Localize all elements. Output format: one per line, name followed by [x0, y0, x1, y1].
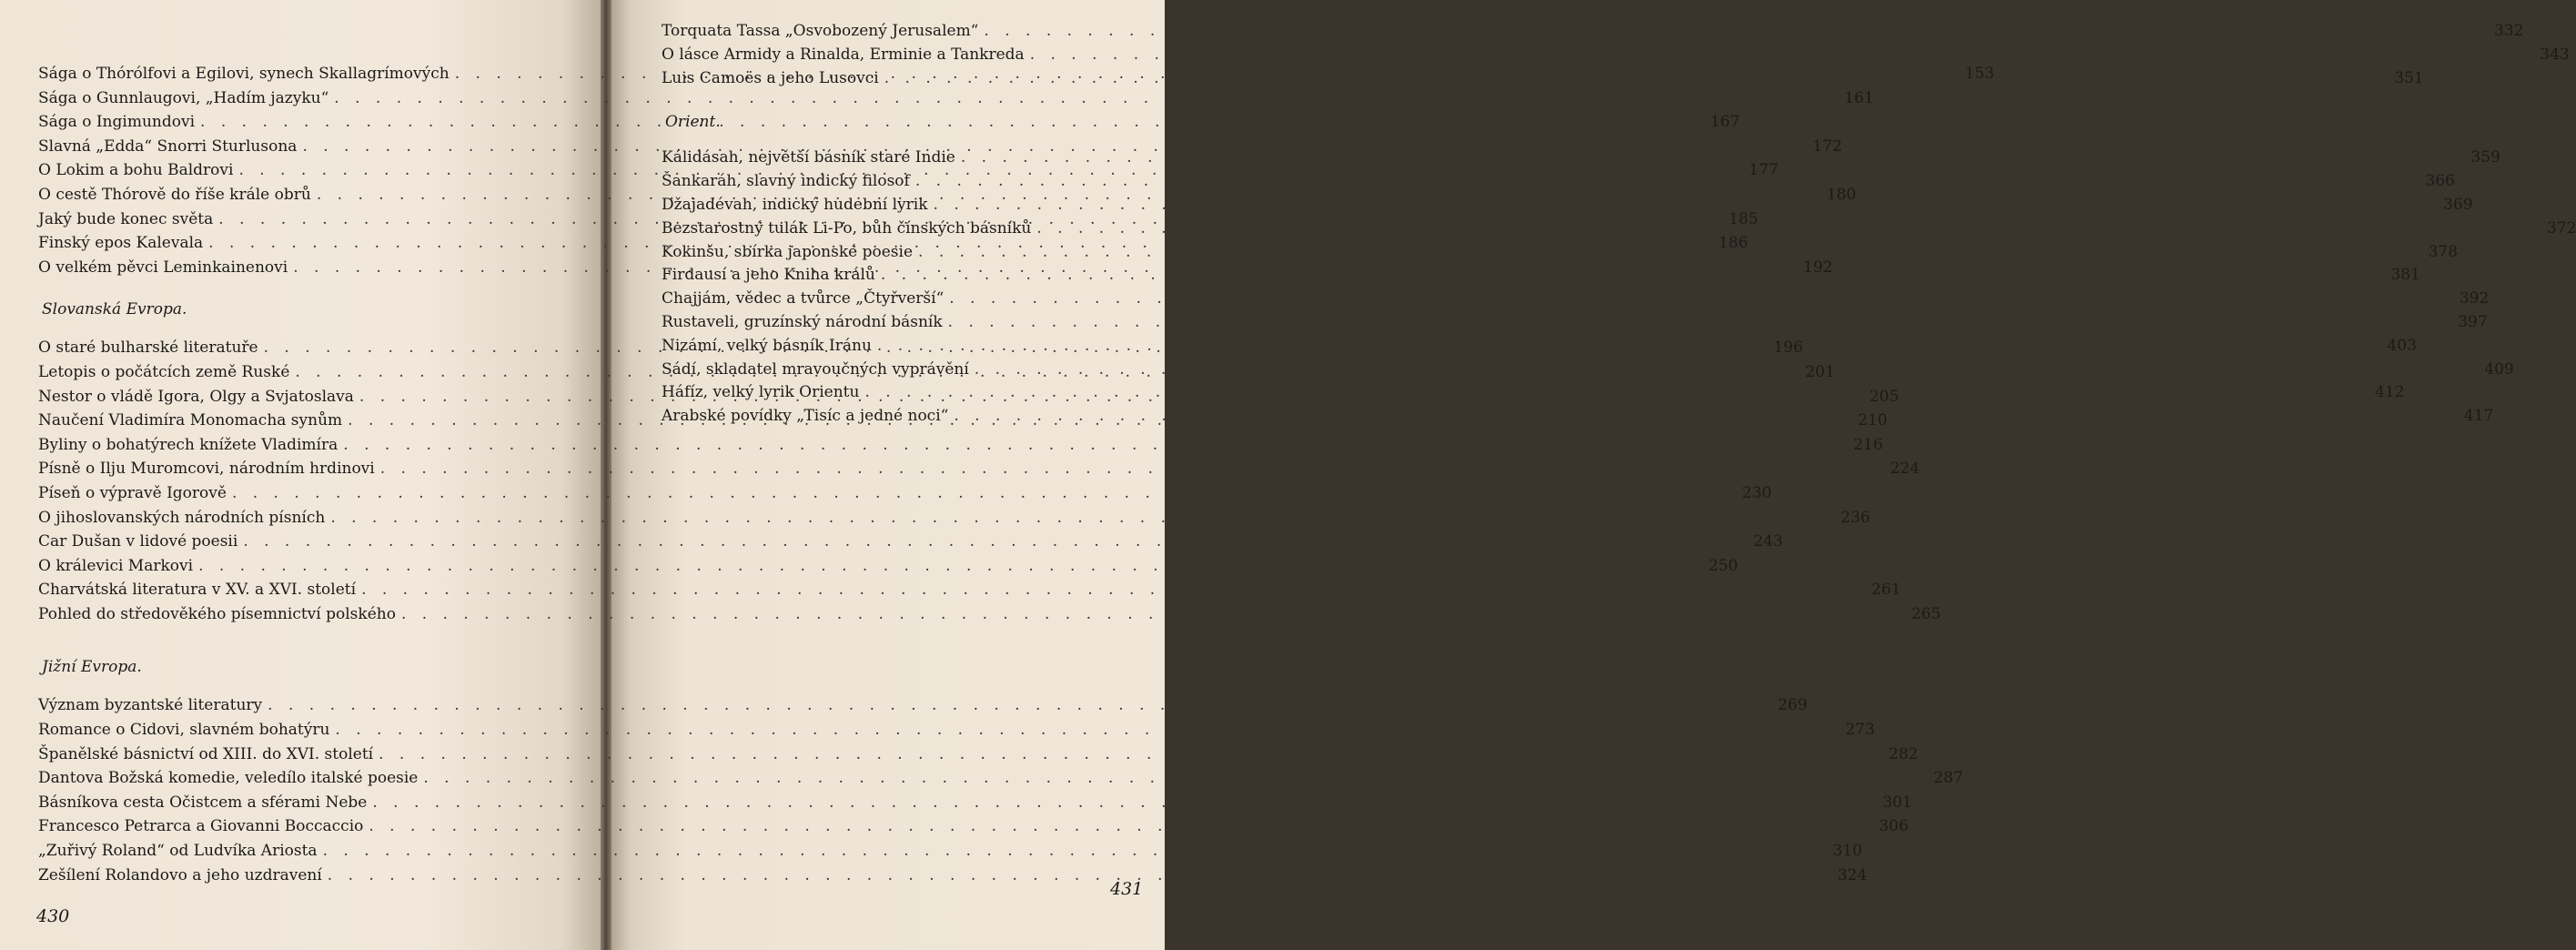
toc-entry-title: Sága o Thórólfovi a Egilovi, synech Skallagrímových	[38, 65, 450, 83]
dot-leader	[423, 766, 1928, 791]
toc-entry-title: Torquata Tassa „Osvobozený Jerusalem“	[662, 22, 979, 40]
toc-entry-page: 161	[1844, 88, 1874, 107]
toc-entry-title: Arabské povídky „Tisíc a jedné noci“	[662, 407, 949, 426]
toc-entry-page: 250	[1708, 556, 1739, 575]
toc-entry-page: 185	[1728, 209, 1759, 228]
toc-entry-page: 167	[1710, 113, 1741, 132]
toc-entry-title: O Lokim a bohu Baldrovi	[38, 161, 234, 180]
toc-entry-title: Naučení Vladimíra Monomacha synům	[38, 411, 343, 430]
toc-entry	[38, 554, 1739, 579]
section-entries	[38, 693, 1964, 887]
toc-entry-title: Sádí, skladatel mravoučných vyprávění	[662, 359, 969, 379]
toc-entry	[38, 693, 1808, 718]
toc-entry-page: 153	[1965, 65, 1995, 83]
page-number-left: 430	[36, 906, 70, 926]
toc-entry-title: Jaký bude konec světa	[38, 209, 214, 228]
toc-entry	[38, 86, 1874, 111]
toc-entry-page: 306	[1878, 817, 1909, 836]
toc-entry-title: Francesco Petrarca a Giovanni Boccaccio	[38, 817, 364, 836]
toc-entry-title: O velkém pěvci Leminkainenovi	[38, 258, 288, 277]
toc-entry	[38, 864, 1867, 888]
toc-entry-title: O jihoslovanských národních písních	[38, 508, 326, 527]
dot-leader	[877, 335, 2382, 359]
toc-entry-title: O cestě Thórově do říše krále obrů	[38, 185, 311, 204]
dot-leader	[961, 147, 2466, 170]
toc-entry	[662, 311, 2488, 335]
dot-leader	[335, 718, 1840, 743]
dot-leader	[934, 194, 2439, 217]
toc-entry	[38, 457, 1920, 481]
toc-entry-page: 332	[2493, 22, 2524, 40]
section-title: Slovanská Evropa.	[42, 300, 187, 319]
toc-entry-title: Píseň o výpravě Igorově	[38, 483, 227, 502]
toc-entry-page: 269	[1777, 696, 1808, 715]
toc-entry-title: Slavná „Edda“ Snorri Sturlusona	[38, 136, 298, 156]
toc-entry	[662, 44, 2570, 67]
toc-entry-title: Sága o Gunnlaugovi, „Hadím jazyku“	[38, 88, 329, 107]
toc-entry	[38, 839, 1863, 864]
toc-entry-page: 310	[1833, 842, 1863, 861]
toc-entry-page: 180	[1826, 185, 1856, 204]
toc-entry	[38, 433, 1884, 458]
toc-entry-title: Dantova Božská komedie, veledílo italské poesie	[38, 769, 419, 788]
toc-entry	[38, 530, 1783, 554]
toc-entry-title: Bezstarostný tulák Li-Po, bůh čínských básníků	[662, 218, 1032, 238]
toc-entry-page: 392	[2459, 289, 2490, 308]
toc-entry-title: Pohled do středověkého písemnictví polského	[38, 604, 396, 623]
toc-entry-title: Španělské básnictví od XIII. do XVI. století	[38, 744, 374, 763]
dot-leader	[881, 264, 2386, 288]
toc-entry-page: 409	[2484, 359, 2514, 379]
toc-entry-title: Chajjám, vědec a tvůrce „Čtyřverší“	[662, 289, 945, 308]
toc-entry-page: 369	[2443, 195, 2473, 214]
toc-entry-page: 186	[1718, 234, 1749, 253]
toc-entry	[38, 506, 1871, 531]
toc-entry-title: Firdausí a jeho Kniha králů	[662, 266, 875, 285]
section-title: Orient.	[665, 113, 721, 132]
toc-entry-title: O králevici Markovi	[38, 556, 194, 575]
toc-entry-title: Význam byzantské literatury	[38, 696, 263, 715]
dot-leader	[361, 578, 1866, 602]
toc-entry-title: Charvátská literatura v XV. a XVI. století	[38, 581, 357, 600]
dot-leader	[984, 20, 2489, 44]
dot-leader	[1030, 44, 2535, 67]
toc-entry-page: 201	[1804, 362, 1835, 381]
toc-entry-page: 372	[2546, 218, 2576, 238]
toc-entry-title: Džajadévah, indický hudební lyrik	[662, 195, 928, 214]
toc-entry-title: Nizámí, velký básník Iránu	[662, 336, 872, 355]
section-jizni-evropa	[38, 655, 1964, 887]
toc-entry-page: 301	[1882, 793, 1913, 812]
toc-entry-page: 343	[2540, 45, 2570, 64]
dot-leader	[232, 481, 1737, 506]
toc-entry-page: 273	[1844, 721, 1875, 740]
toc-entry-page: 205	[1869, 387, 1899, 406]
toc-entry-title: Letopis o počátcích země Ruské	[38, 362, 290, 381]
toc-entry-title: Písně o Ilju Muromcovi, národním hrdinovi	[38, 460, 375, 479]
toc-entry-title: Šankaráh, slavný indický filosof	[662, 172, 910, 191]
dot-leader	[949, 288, 2454, 311]
dot-leader	[372, 791, 1877, 815]
toc-entry-title: Kálidásah, největší básník staré Indie	[662, 148, 955, 167]
toc-entry-page: 236	[1840, 508, 1871, 527]
toc-entry-title: Háfíz, velký lyrik Orientu	[662, 383, 860, 402]
toc-entry-page: 412	[2375, 383, 2405, 402]
toc-entry-title: O lásce Armidy a Rinalda, Erminie a Tankreda	[662, 45, 1025, 64]
toc-entry	[662, 288, 2490, 311]
dot-leader	[948, 311, 2453, 335]
dot-leader	[401, 602, 1906, 627]
toc-entry-title: „Zuřivý Roland“ od Ludvíka Ariosta	[38, 842, 318, 861]
toc-entry-page: 417	[2463, 407, 2494, 426]
toc-entry-page: 381	[2390, 266, 2420, 285]
dot-leader	[864, 381, 2369, 405]
toc-entry-page: 243	[1753, 532, 1783, 551]
dot-leader	[975, 359, 2480, 382]
toc-entry-page: 172	[1813, 136, 1843, 156]
dot-leader	[915, 170, 2420, 194]
toc-entry-title: Nestor o vládě Igora, Olgy a Svjatoslava	[38, 387, 354, 406]
dot-leader	[379, 743, 1884, 767]
toc-entry-page: 378	[2428, 242, 2459, 261]
toc-entry	[38, 481, 1772, 506]
toc-entry-title: Romance o Cidovi, slavném bohatýru	[38, 721, 330, 740]
dot-leader	[243, 530, 1748, 554]
toc-entry-title: Byliny o bohatýrech knížete Vladimíra	[38, 435, 338, 454]
dot-leader	[954, 405, 2459, 429]
toc-entry	[38, 766, 1964, 791]
toc-entry-title: Sága o Ingimundovi	[38, 113, 196, 132]
dot-leader	[380, 457, 1885, 481]
toc-entry-page: 210	[1857, 411, 1888, 430]
section-title: Jižní Evropa.	[42, 658, 142, 677]
dot-leader	[1036, 217, 2541, 241]
toc-entry-title: Básníkova cesta Očistcem a sférami Nebe	[38, 793, 368, 812]
toc-entry-page: 282	[1888, 744, 1919, 763]
dot-leader	[884, 67, 2389, 91]
toc-entry-page: 265	[1911, 604, 1941, 623]
toc-entry	[38, 602, 1941, 627]
toc-entry-page: 196	[1773, 339, 1803, 358]
toc-entry-title: Rustaveli, gruzínský národní básník	[662, 312, 943, 331]
dot-leader	[328, 864, 1833, 888]
toc-entry	[38, 743, 1919, 767]
toc-entry	[38, 814, 1909, 839]
toc-entry-page: 359	[2470, 148, 2500, 167]
toc-entry-title: Car Dušan v lidové poesii	[38, 532, 238, 551]
toc-entry-page: 216	[1853, 435, 1884, 454]
toc-entry-title: Zešílení Rolandovo a jeho uzdravení	[38, 865, 322, 884]
toc-entry-page: 261	[1871, 581, 1902, 600]
toc-entry-page: 324	[1837, 865, 1867, 884]
dot-leader	[918, 241, 2423, 265]
toc-entry-page: 177	[1749, 161, 1779, 180]
toc-entry	[662, 20, 2524, 44]
dot-leader	[268, 693, 1773, 718]
toc-entry-page: 397	[2458, 312, 2488, 331]
toc-entry	[38, 578, 1902, 602]
toc-entry-page: 287	[1933, 769, 1964, 788]
dot-leader	[343, 433, 1848, 458]
page-number-right: 431	[1110, 879, 1144, 899]
dot-leader	[369, 814, 1874, 839]
toc-entry-page: 366	[2425, 172, 2455, 191]
toc-entry-title: Finský epos Kalevala	[38, 234, 204, 253]
toc-entry	[662, 147, 2500, 170]
toc-entry	[38, 791, 1913, 815]
toc-entry-page: 403	[2387, 336, 2417, 355]
toc-entry-title: O staré bulharské literatuře	[38, 339, 258, 358]
toc-entry-page: 351	[2394, 68, 2424, 87]
dot-leader	[323, 839, 1828, 864]
toc-entry-page: 230	[1742, 483, 1772, 502]
toc-entry-title: Kokinšu, sbírka japonské poesie	[662, 242, 914, 261]
dot-leader	[198, 554, 1703, 579]
toc-entry	[38, 718, 1875, 743]
toc-entry-page: 192	[1803, 258, 1834, 277]
toc-entry-page: 224	[1890, 460, 1920, 479]
dot-leader	[330, 506, 1835, 531]
toc-entry-title: Luis Camoës a jeho Lusovci	[662, 68, 879, 87]
